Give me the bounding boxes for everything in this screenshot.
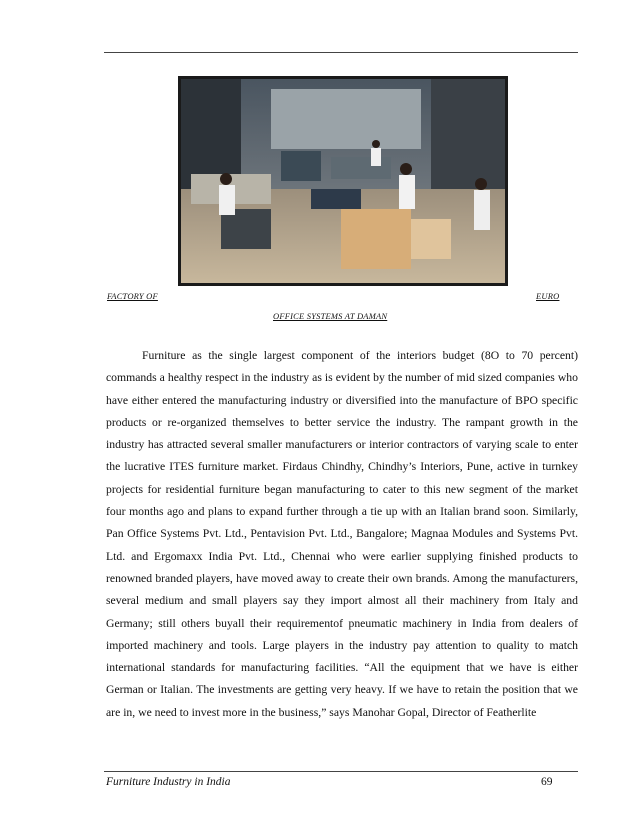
caption-right: EURO xyxy=(536,291,560,301)
body-text xyxy=(106,345,578,724)
factory-photo-illustration xyxy=(181,79,505,283)
page-number: 69 xyxy=(541,776,553,788)
footer-rule xyxy=(104,771,578,772)
caption-center: OFFICE SYSTEMS AT DAMAN xyxy=(273,311,388,321)
footer-title: Furniture Industry in India xyxy=(106,776,231,788)
header-rule xyxy=(104,52,578,53)
caption-left: FACTORY OF xyxy=(107,291,158,301)
factory-photo xyxy=(178,76,508,286)
body-paragraph: Furniture as the single largest component of the interiors budget (8O to 70 percent) commands a healthy respect in the industry as is evident by the number of mid sized companies who have either entered the manufacturing industry or diversified into the manufacture of BPO specific products or re-organized themselves to better service the industry. The rampant growth in the industry has attracted several smaller manufacturers or interior contractors of varying scale to enter the lucrative ITES furniture market. Firdaus Chindhy, Chindhy’s Interiors, Pune, active in turnkey projects for residential furniture began manufacturing to cater to this new segment of the market four months ago and plans to expand further through a tie up with an Italian brand soon. Similarly, Pan Office Systems Pvt. Ltd., Pentavision Pvt. Ltd., Bangalore; Magnaa Modules and Systems Pvt. Ltd. and Ergomaxx India Pvt. Ltd., Chennai who were earlier supplying finished products to renowned branded players, have moved away to create their own brands. Among the manufacturers, several medium and small players say they import almost all their machinery from Italy and Germany; still others buyall their requirementof pneumatic machinery in India from dealers of imported machinery and tools. Large players in the industry pay attention to quality to match international standards for manufacturing facilities. “All the equipment that we have is either German or Italian. The investments are getting very heavy. If we have to retain the position that we are in, we need to invest more in the business,” says Manohar Gopal, Director of Featherlite xyxy=(106,349,578,719)
